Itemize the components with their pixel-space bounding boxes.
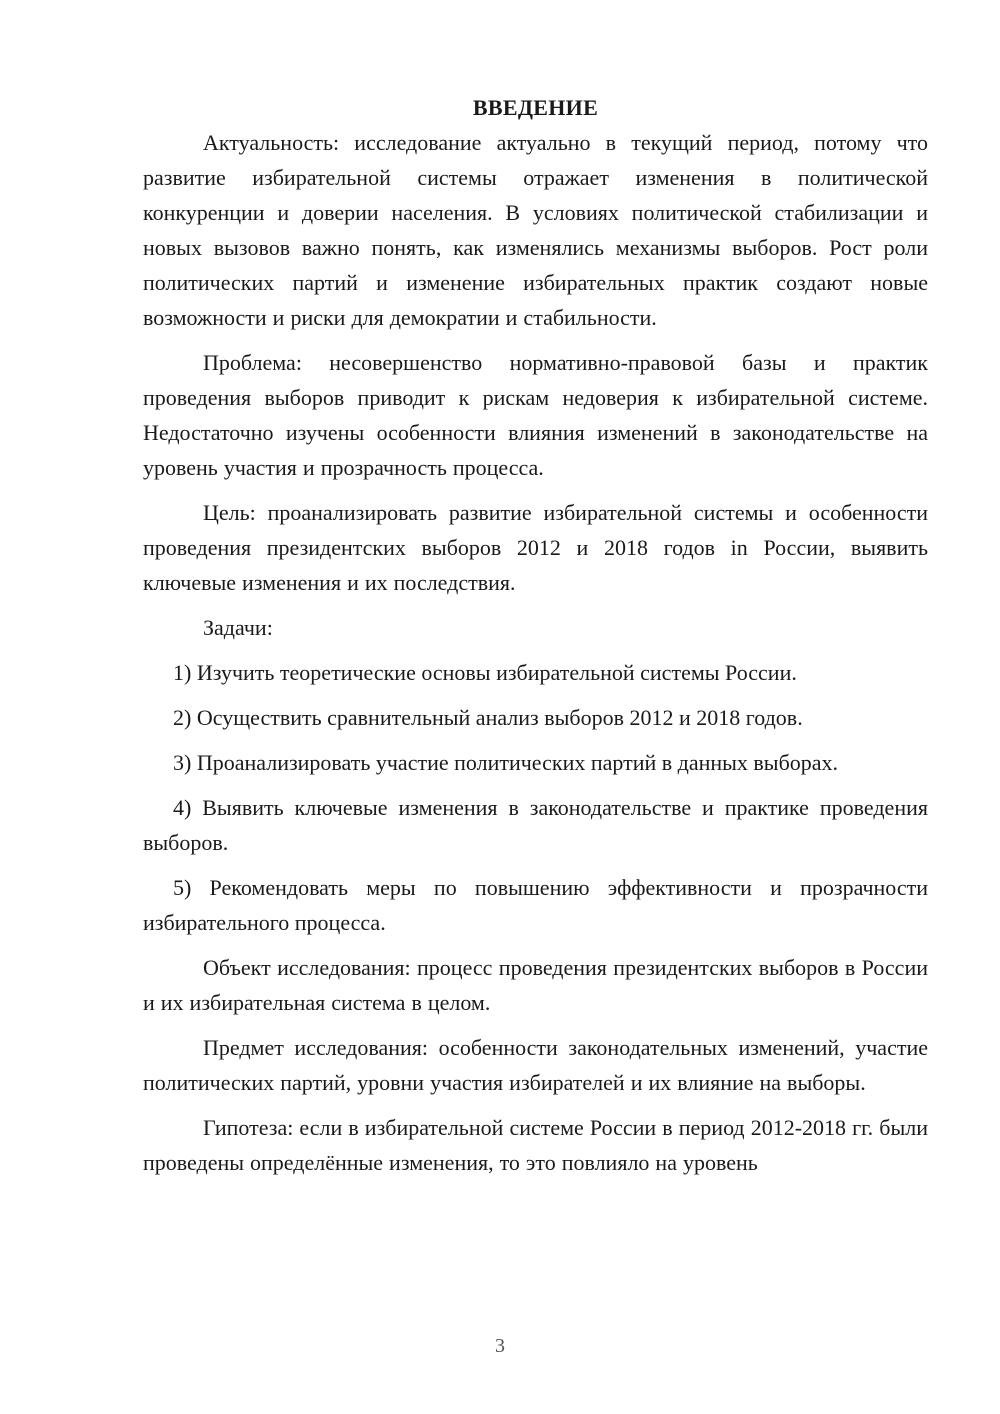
paragraph-problem: Проблема: несовершенство нормативно-правовой базы и практик проведения выборов приводит к рискам недоверия к избирательной системе. Недостаточно изучены особенности влияния изменений в законодательстве на уровень участия и прозрачность процесса. xyxy=(143,350,928,480)
section-heading: ВВЕДЕНИЕ xyxy=(472,95,599,120)
list-item: 2) Осуществить сравнительный анализ выборов 2012 и 2018 годов. xyxy=(173,705,803,730)
paragraph-subject: Предмет исследования: особенности законодательных изменений, участие политических партий, уровни участия избирателей и их влияние на выборы. xyxy=(143,1035,928,1095)
list-item: 3) Проанализировать участие политических партий в данных выборах. xyxy=(173,750,839,775)
tasks-list xyxy=(143,655,928,940)
page-number: 3 xyxy=(495,1335,505,1357)
list-item: 5) Рекомендовать меры по повышению эффективности и прозрачности избирательного процесса. xyxy=(143,875,928,935)
paragraph-object: Объект исследования: процесс проведения президентских выборов в России и их избирательная система в целом. xyxy=(143,955,928,1015)
document-page xyxy=(143,90,928,1190)
list-item: 4) Выявить ключевые изменения в законодательстве и практике проведения выборов. xyxy=(143,795,928,855)
tasks-title: Задачи: xyxy=(203,615,273,640)
paragraph-hypothesis: Гипотеза: если в избирательной системе России в период 2012-2018 гг. были проведены определённые изменения, то это повлияло на уровень xyxy=(143,1115,928,1175)
list-item: 1) Изучить теоретические основы избирательной системы России. xyxy=(173,660,797,685)
paragraph-goal: Цель: проанализировать развитие избирательной системы и особенности проведения президентских выборов 2012 и 2018 годов in России, выявить ключевые изменения и их последствия. xyxy=(143,500,928,595)
paragraph-relevance: Актуальность: исследование актуально в текущий период, потому что развитие избирательной системы отражает изменения в политической конкуренции и доверии населения. В условиях политической стабилизации и новых вызовов важно понять, как изменялись механизмы выборов. Рост роли политических партий и изменение избирательных практик создают новые возможности и риски для демократии и стабильности. xyxy=(143,130,928,330)
